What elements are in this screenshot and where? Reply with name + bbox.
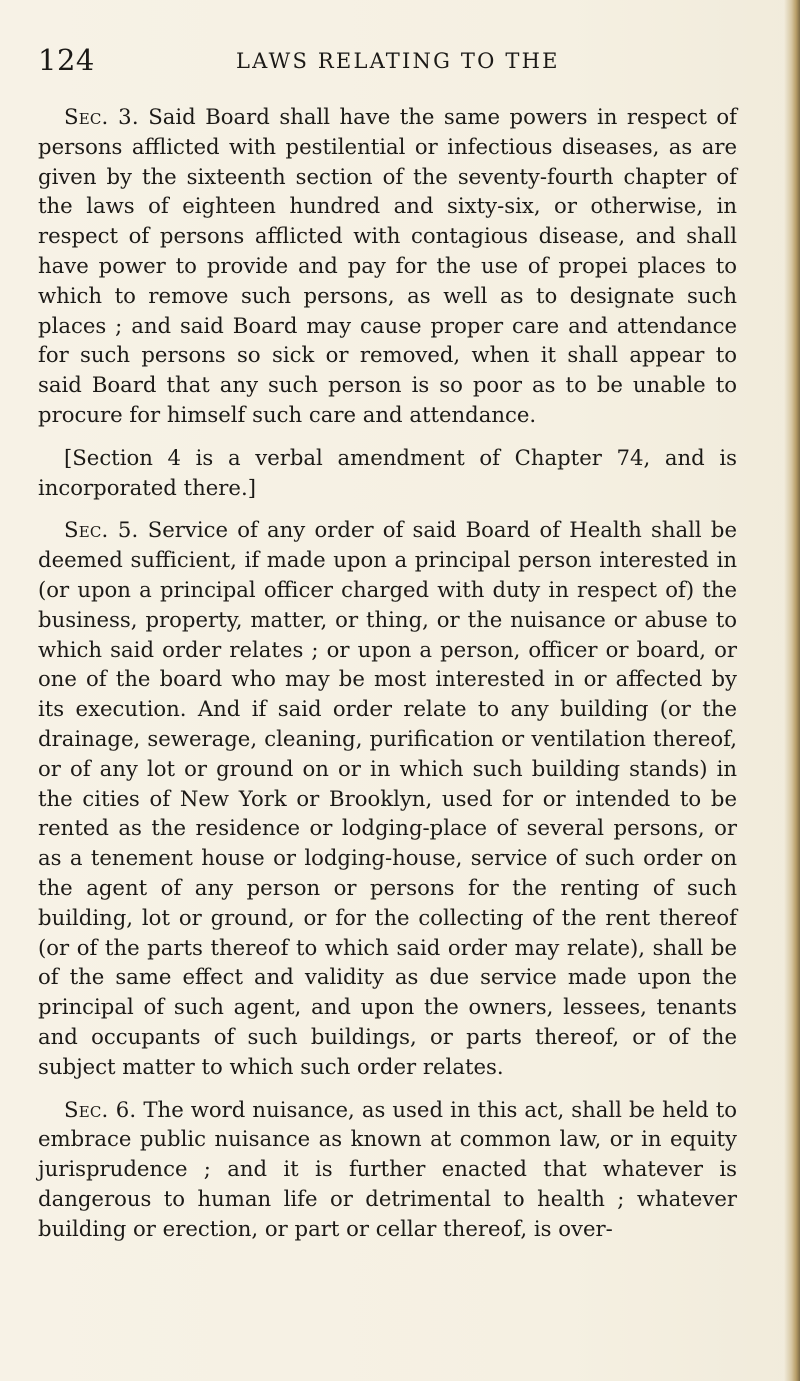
paragraph-text: Said Board shall have the same powers in respect of persons afflicted with pestilential or infectious diseases, as are given by the sixteenth section of the seventy-fourth chapter of the laws of eighteen hundred and sixty-six, or otherwise, in respect of persons afflicted with contagious disease, and shall have power to provide and pay for the use of propei places to which to remove such persons, as well as to designate such places ; and said Board may cause proper care and attendance for such persons so sick or removed, when it shall appear to said Board that any such person is so poor as to be unable to procure for himself such care and attendance. xyxy=(38,104,737,427)
section-label: Sec. 6. xyxy=(64,1096,137,1122)
section-label: Sec. 5. xyxy=(64,517,139,543)
section-5-paragraph xyxy=(38,515,737,1081)
page-content xyxy=(38,102,737,1243)
page-header xyxy=(38,42,738,84)
page-edge-shadow xyxy=(784,0,800,1381)
paragraph-text: [Section 4 is a verbal amendment of Chapter 74, and is incorporated there.] xyxy=(38,444,737,500)
section-6-paragraph xyxy=(38,1095,737,1244)
running-head: LAWS RELATING TO THE xyxy=(236,49,560,73)
section-3-paragraph xyxy=(38,102,737,430)
paragraph-text: Service of any order of said Board of Health shall be deemed sufficient, if made upon a principal person interested in (or upon a principal officer charged with duty in respect of) the business, property, matter, or thing, or the nuisance or abuse to which said order relates ; or upon a person, officer or board, or one of the board who may be most interested in or affected by its execution. And if said order relate to any building (or the drainage, sewerage, cleaning, purification or ventilation thereof, or of any lot or ground on or in which such building stands) in the cities of New York or Brooklyn, used for or intended to be rented as the residence or lodging-place of several persons, or as a tenement house or lodging-house, service of such order on the agent of any person or persons for the renting of such building, lot or ground, or for the collecting of the rent thereof (or of the parts thereof to which said order may relate), shall be of the same effect and validity as due service made upon the principal of such agent, and upon the owners, lessees, tenants and occupants of such buildings, or parts thereof, or of the subject matter to which such order relates. xyxy=(38,517,738,1079)
section-label: Sec. 3. xyxy=(64,104,139,129)
section-4-note xyxy=(38,443,737,503)
page-number: 124 xyxy=(38,43,95,77)
paragraph-text: The word nuisance, as used in this act, shall be held to embrace public nuisance as known at common law, or in equity jurisprudence ; and it is further enacted that whatever is dangerous to human life or detrimental to health ; whatever building or erection, or part or cellar thereof, is over- xyxy=(38,1096,738,1241)
